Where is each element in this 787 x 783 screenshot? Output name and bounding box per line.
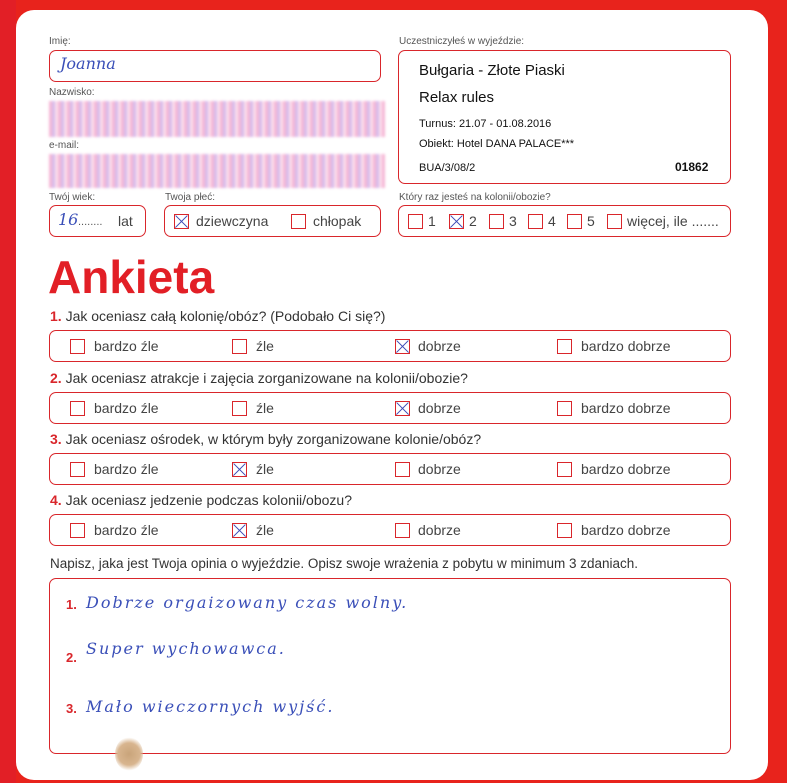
q1-zle-checkbox[interactable] (232, 339, 247, 354)
q4-bardzo-zle-label: bardzo źle (94, 522, 159, 538)
q2-bardzo-dobrze-label: bardzo dobrze (581, 400, 671, 416)
opinion-1-number: 1. (66, 597, 77, 612)
question-2-options (49, 392, 731, 424)
count-3-label: 3 (509, 213, 517, 229)
question-3-label: Jak oceniasz ośrodek, w którym były zorganizowane kolonie/obóz? (65, 431, 482, 447)
count-more-label: więcej, ile ....... (627, 213, 719, 229)
age-unit: lat (118, 213, 133, 229)
surname-redacted (49, 101, 385, 137)
age-label: Twój wiek: (49, 192, 96, 203)
count-3-checkbox[interactable] (489, 214, 504, 229)
count-field (398, 205, 731, 237)
q1-zle-label: źle (256, 338, 274, 354)
q2-dobrze-checkbox[interactable] (395, 401, 410, 416)
count-1-label: 1 (428, 213, 436, 229)
q2-zle-label: źle (256, 400, 274, 416)
trip-title: Bułgaria - Złote Piaski (419, 62, 565, 79)
q1-bardzo-dobrze-checkbox[interactable] (557, 339, 572, 354)
question-3-options (49, 453, 731, 485)
q1-bardzo-zle-checkbox[interactable] (70, 339, 85, 354)
gender-male-label: chłopak (313, 213, 362, 229)
email-redacted (49, 154, 385, 188)
q2-dobrze-label: dobrze (418, 400, 461, 416)
email-label: e-mail: (49, 140, 80, 151)
q4-zle-checkbox[interactable] (232, 523, 247, 538)
question-1-options (49, 330, 731, 362)
q2-bardzo-dobrze-checkbox[interactable] (557, 401, 572, 416)
name-value: Joanna (60, 54, 116, 73)
gender-female-label: dziewczyna (196, 213, 269, 229)
q2-bardzo-zle-checkbox[interactable] (70, 401, 85, 416)
q3-bardzo-dobrze-label: bardzo dobrze (581, 461, 671, 477)
q4-bardzo-dobrze-checkbox[interactable] (557, 523, 572, 538)
q3-bardzo-zle-label: bardzo źle (94, 461, 159, 477)
paper-stain (115, 737, 143, 771)
question-3-number: 3. (50, 431, 62, 447)
question-4-options (49, 514, 731, 546)
page-red-border (0, 0, 16, 783)
q3-zle-checkbox[interactable] (232, 462, 247, 477)
q3-bardzo-dobrze-checkbox[interactable] (557, 462, 572, 477)
trip-number: 01862 (675, 160, 709, 174)
count-label: Który raz jesteś na kolonii/obozie? (399, 192, 551, 203)
count-1-checkbox[interactable] (408, 214, 423, 229)
survey-title: Ankieta (48, 251, 215, 303)
count-4-checkbox[interactable] (528, 214, 543, 229)
trip-turnus: Turnus: 21.07 - 01.08.2016 (419, 118, 552, 130)
surname-label: Nazwisko: (49, 87, 95, 98)
question-4-text (50, 492, 352, 508)
q1-dobrze-label: dobrze (418, 338, 461, 354)
question-2-label: Jak oceniasz atrakcje i zajęcia zorganizowane na kolonii/obozie? (65, 370, 468, 386)
trip-code: BUA/3/08/2 (419, 162, 476, 174)
question-1-number: 1. (50, 308, 62, 324)
question-1-text (50, 308, 385, 324)
opinion-prompt: Napisz, jaka jest Twoja opinia o wyjeździe. Opisz swoje wrażenia z pobytu w minimum 3 zdaniach. (50, 556, 639, 571)
q3-dobrze-label: dobrze (418, 461, 461, 477)
gender-female-checkbox[interactable] (174, 214, 189, 229)
opinion-2-text: Super wychowawca. (86, 639, 286, 658)
q4-zle-label: źle (256, 522, 274, 538)
question-2-text (50, 370, 468, 386)
count-5-label: 5 (587, 213, 595, 229)
count-5-checkbox[interactable] (567, 214, 582, 229)
q1-dobrze-checkbox[interactable] (395, 339, 410, 354)
q4-dobrze-checkbox[interactable] (395, 523, 410, 538)
q1-bardzo-dobrze-label: bardzo dobrze (581, 338, 671, 354)
opinion-1-text: Dobrze orgaizowany czas wolny. (86, 593, 409, 612)
q4-dobrze-label: dobrze (418, 522, 461, 538)
q2-zle-checkbox[interactable] (232, 401, 247, 416)
participant-label: Uczestniczyłeś w wyjeździe: (399, 36, 525, 47)
q4-bardzo-dobrze-label: bardzo dobrze (581, 522, 671, 538)
count-2-label: 2 (469, 213, 477, 229)
question-2-number: 2. (50, 370, 62, 386)
age-field[interactable] (49, 205, 146, 237)
question-4-label: Jak oceniasz jedzenie podczas kolonii/obozu? (65, 492, 352, 508)
age-value: 16 (58, 210, 79, 229)
q1-bardzo-zle-label: bardzo źle (94, 338, 159, 354)
question-4-number: 4. (50, 492, 62, 508)
opinion-3-text: Mało wieczornych wyjść. (86, 697, 335, 716)
gender-field (164, 205, 381, 237)
trip-info-box (398, 50, 731, 184)
gender-label: Twoja płeć: (165, 192, 216, 203)
question-1-label: Jak oceniasz całą kolonię/obóz? (Podobało Ci się?) (65, 308, 386, 324)
opinion-2-number: 2. (66, 650, 77, 665)
trip-subtitle: Relax rules (419, 89, 495, 106)
count-2-checkbox[interactable] (449, 214, 464, 229)
opinion-3-number: 3. (66, 701, 77, 716)
trip-object: Obiekt: Hotel DANA PALACE*** (419, 138, 575, 150)
q3-bardzo-zle-checkbox[interactable] (70, 462, 85, 477)
name-label: Imię: (49, 36, 71, 47)
q3-dobrze-checkbox[interactable] (395, 462, 410, 477)
q3-zle-label: źle (256, 461, 274, 477)
name-field[interactable] (49, 50, 381, 82)
q2-bardzo-zle-label: bardzo źle (94, 400, 159, 416)
opinion-textarea[interactable] (49, 578, 731, 754)
age-dots: ........ (78, 216, 103, 228)
count-more-checkbox[interactable] (607, 214, 622, 229)
count-4-label: 4 (548, 213, 556, 229)
gender-male-checkbox[interactable] (291, 214, 306, 229)
q4-bardzo-zle-checkbox[interactable] (70, 523, 85, 538)
question-3-text (50, 431, 481, 447)
